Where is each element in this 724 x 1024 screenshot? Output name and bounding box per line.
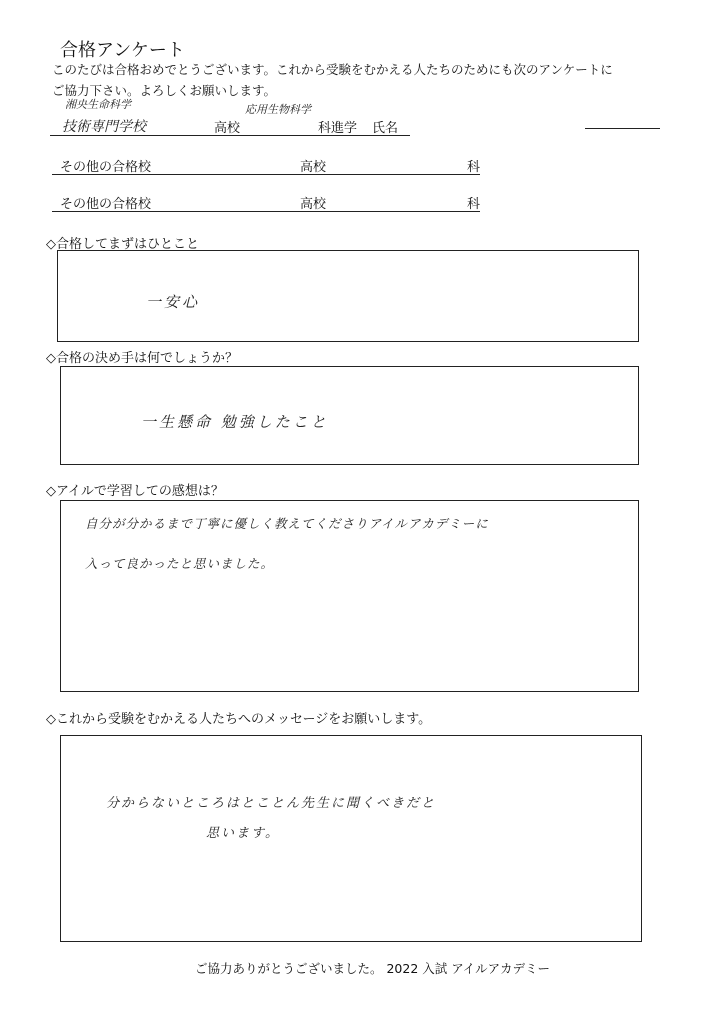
question-4: ◇これから受験をむかえる人たちへのメッセージをお願いします。 (46, 712, 432, 727)
question-3: ◇アイルで学習しての感想は？ (46, 484, 224, 499)
other-school-label: その他の合格校 (60, 197, 152, 212)
other-high-school-label: 高校 (300, 160, 327, 175)
answer-1-line-1: 一安心 (146, 293, 201, 311)
footer-text: ご協力ありがとうございました。 2022 入試 アイルアカデミー (195, 961, 550, 976)
handwritten-school-note: 湘央生命科学 (65, 98, 131, 111)
answer-box-4 (60, 735, 642, 942)
intro-line-1: このたびは合格おめでとうございます。これから受験をむかえる人たちのためにも次のアンケートに (52, 62, 613, 77)
high-school-label: 高校 (214, 121, 241, 136)
answer-4-line-2: 思います。 (206, 826, 280, 841)
dept-label: 科進学 (318, 121, 358, 136)
other-dept-label: 科 (467, 160, 481, 175)
other-dept-label: 科 (467, 197, 481, 212)
question-1: ◇合格してまずはひとこと (46, 237, 199, 252)
name-underline (585, 128, 660, 129)
handwritten-dept: 応用生物科学 (245, 103, 311, 116)
other-school-underline (52, 174, 480, 175)
other-school-underline (52, 211, 480, 212)
name-label: 氏名 (372, 121, 399, 136)
answer-3-line-1: 自分が分かるまで丁寧に優しく教えてくださりアイルアカデミーに (85, 516, 489, 531)
other-school-label: その他の合格校 (60, 160, 152, 175)
handwritten-school: 技術専門学校 (62, 119, 146, 135)
form-title: 合格アンケート (60, 40, 185, 61)
answer-2-line-1: 一生懸命 勉強したこと (141, 413, 329, 431)
intro-line-2: ご協力下さい。よろしくお願いします。 (52, 83, 277, 98)
answer-4-line-1: 分からないところはとことん先生に聞くべきだと (106, 796, 437, 811)
answer-box-3 (60, 500, 639, 692)
answer-3-line-2: 入って良かったと思いました。 (85, 556, 275, 571)
answer-box-2 (60, 366, 639, 465)
school-underline (50, 135, 410, 136)
question-2: ◇合格の決め手は何でしょうか？ (46, 351, 238, 366)
answer-box-1 (57, 250, 639, 342)
other-high-school-label: 高校 (300, 197, 327, 212)
